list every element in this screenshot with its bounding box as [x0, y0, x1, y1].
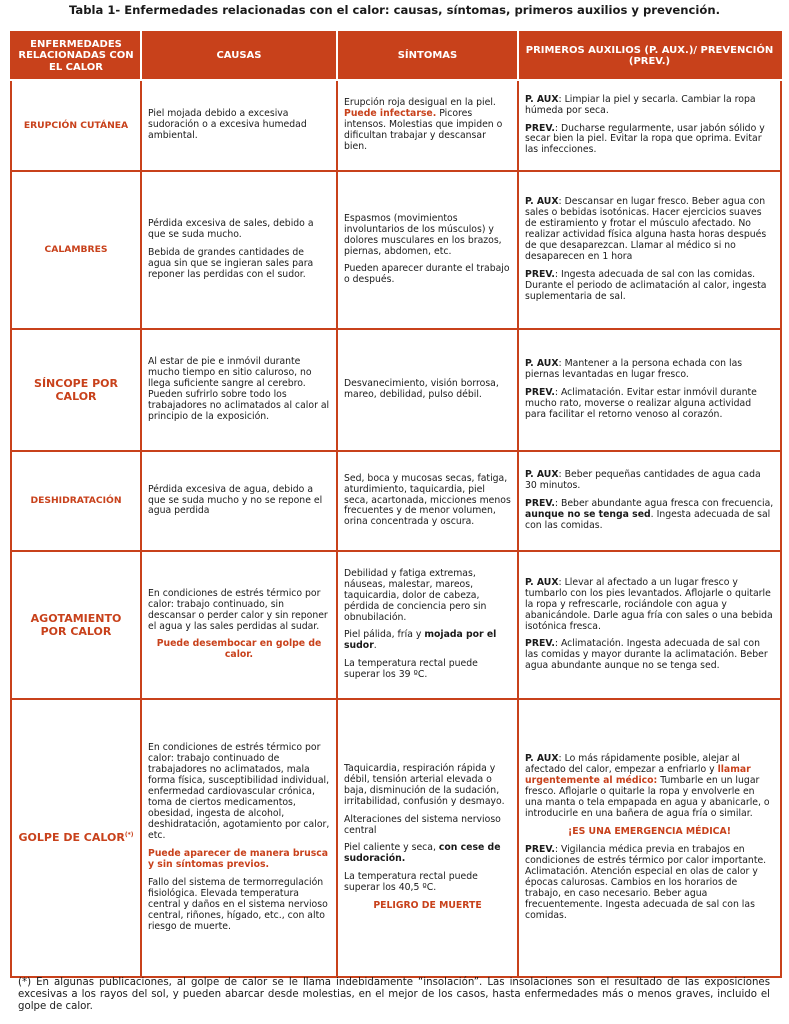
symptoms-text: Espasmos (movimientos involuntarios de los músculos) y dolores musculares en los brazos, piernas, abdomen, etc.: [344, 212, 502, 257]
prevention-text: [525, 270, 774, 303]
causes-text: Fallo del sistema de termorregulación fisiológica. Elevada temperatura central y daños en el sistema nervioso central, riñones, hígado, etc., con alto riesgo de muerte.: [148, 876, 328, 932]
symptoms-text: Pueden aparecer durante el trabajo o después.: [344, 263, 510, 286]
causes-cell: [141, 699, 337, 977]
danger-warning: PELIGRO DE MUERTE: [373, 900, 482, 912]
prevention-text: [525, 639, 774, 672]
prevention-label: PREV.: [525, 122, 555, 134]
prevention-label: PREV.: [525, 638, 555, 650]
disease-name: AGOTAMIENTO POR CALOR: [11, 551, 141, 699]
symptoms-cell: [337, 551, 518, 699]
first-aid-warning: llamar urgentemente al médico:: [525, 764, 751, 787]
prevention-label: PREV.: [525, 268, 555, 280]
first-aid-cell: [518, 329, 781, 451]
symptoms-text: [344, 98, 511, 153]
header-symptoms: SÍNTOMAS: [337, 32, 518, 80]
first-aid-label: P. AUX: [525, 469, 559, 481]
prevention-body: : Beber abundante agua fresca con frecuencia,: [554, 498, 774, 510]
causes-cell: [141, 451, 337, 551]
causes-text: Al estar de pie e inmóvil durante mucho tiempo en sitio caluroso, no llega suficiente sangre al cerebro.: [148, 356, 312, 390]
causes-text: Bebida de grandes cantidades de agua sin que se ingieran sales para reponer las perdidas con el sudor.: [148, 247, 314, 280]
prevention-body: . Ingesta adecuada de sal con las comidas.: [525, 508, 771, 531]
table-row: [11, 171, 781, 329]
table-caption: Tabla 1- Enfermedades relacionadas con el calor: causas, síntomas, primeros auxilios y prevención.: [68, 3, 721, 17]
footnote: (*) En algunas publicaciones, al golpe de calor se le llama indebidamente “insolación”. Las insolaciones son el resultado de las exposiciones excesivas a los rayos del sol, y pueden abarcar desde molestias, en el mejor de los casos, hasta enfermedades más o menos graves, incluido el golpe de calor.: [18, 977, 770, 1013]
first-aid-body: : Beber pequeñas cantidades de agua cada 30 minutos.: [525, 469, 761, 492]
first-aid-body: : Llevar al afectado a un lugar fresco y tumbarlo con los pies levantados. Aflojarle o quitarle la ropa y refrescarle, rociándole con agua y abanicándole. Darle agua fría con sales o una bebida isotónica fresca.: [525, 576, 773, 632]
first-aid-cell: [518, 451, 781, 551]
first-aid-text: [525, 470, 774, 492]
symptoms-text: La temperatura rectal puede superar los 39 ºC.: [344, 658, 478, 681]
symptoms-cell: [337, 80, 518, 171]
first-aid-label: P. AUX: [525, 753, 559, 765]
prevention-body: : Aclimatación. Evitar estar inmóvil durante mucho rato, moverse o realizar alguna actividad para facilitar el retorno venoso al corazón.: [525, 387, 757, 420]
disease-name: ERUPCIÓN CUTÁNEA: [11, 80, 141, 171]
first-aid-text: [525, 197, 774, 263]
causes-warning: Puede aparecer de manera brusca y sin síntomas previos.: [148, 847, 329, 870]
prevention-label: PREV.: [525, 844, 555, 855]
first-aid-label: P. AUX: [525, 93, 559, 105]
causes-cell: [141, 80, 337, 171]
causes-text: Pérdida excesiva de agua, debido a que se suda mucho y no se repone el agua perdida: [148, 483, 323, 517]
causes-cell: [141, 171, 337, 329]
first-aid-text: [525, 95, 774, 117]
disease-name: SÍNCOPE POR CALOR: [11, 329, 141, 451]
symptoms-text: Debilidad y fatiga extremas, náuseas, malestar, mareos, taquicardia, dolor de cabeza, pérdida de conciencia pero sin obnubilación.: [344, 567, 487, 623]
symptoms-part: Picores intensos. Molestias que impiden o dificultan trabajar y descansar bien.: [344, 108, 503, 152]
header-causes: CAUSAS: [141, 32, 337, 80]
symptoms-warning: Puede infectarse.: [344, 108, 437, 120]
symptoms-cell: [337, 171, 518, 329]
symptoms-cell: [337, 699, 518, 977]
first-aid-cell: [518, 80, 781, 171]
symptoms-emphasis: con cese de sudoración.: [344, 842, 501, 865]
symptoms-text: La temperatura rectal puede superar los 40,5 ºC.: [344, 871, 478, 894]
first-aid-body: : Mantener a la persona echada con las piernas levantadas en lugar fresco.: [525, 358, 743, 381]
first-aid-label: P. AUX: [525, 196, 559, 208]
causes-text: Piel mojada debido a excesiva sudoración o a excesiva humedad ambiental.: [148, 108, 307, 141]
table-row: [11, 551, 781, 699]
prevention-text: [525, 388, 774, 421]
first-aid-label: P. AUX: [525, 576, 559, 588]
first-aid-body: Tumbarle en un lugar fresco. Aflojarle o quitarle la ropa y envolverle en una manta o tela empapada en agua y abanicarle, o introducirle en una bañera de agua fría o similar.: [525, 775, 770, 820]
prevention-body: : Vigilancia médica previa en trabajos en condiciones de estrés térmico por calor importante. Aclimatación. Atención especial en olas de calor y épocas calurosas. Cambios en los horarios de trabajo, en caso necesario. Beber agua frecuentemente. Ingesta adecuada de sal con las comidas.: [525, 844, 767, 921]
symptoms-part: Erupción roja desigual en la piel.: [344, 97, 496, 109]
causes-warning: Puede desembocar en golpe de calor.: [156, 638, 322, 661]
emergency-warning: ¡ES UNA EMERGENCIA MÉDICA!: [568, 826, 731, 838]
disease-name: [11, 699, 141, 977]
first-aid-text: [525, 578, 774, 633]
table-row: [11, 80, 781, 171]
table-row: [11, 699, 781, 977]
first-aid-body: : Limpiar la piel y secarla. Cambiar la ropa húmeda por seca.: [525, 93, 756, 116]
header-row: [11, 32, 781, 80]
heat-illness-table: [10, 31, 782, 978]
disease-name: CALAMBRES: [11, 171, 141, 329]
symptoms-text: Sed, boca y mucosas secas, fatiga, aturdimiento, taquicardia, piel seca, acartonada, micciones menos frecuentes y de menor volumen, orina concentrada y oscura.: [344, 472, 511, 528]
symptoms-text: Alteraciones del sistema nervioso central: [344, 813, 501, 836]
symptoms-text: Desvanecimiento, visión borrosa, mareo, debilidad, pulso débil.: [344, 378, 499, 400]
causes-cell: [141, 551, 337, 699]
first-aid-cell: [518, 171, 781, 329]
first-aid-text: [525, 359, 774, 381]
symptoms-text: Taquicardia, respiración rápida y débil, tensión arterial elevada o baja, disminución de la sudación, irritabilidad, confusión y desmayo.: [344, 762, 505, 807]
prevention-label: PREV.: [525, 387, 555, 399]
first-aid-text: [525, 754, 774, 820]
prevention-label: PREV.: [525, 498, 555, 510]
first-aid-body: : Lo más rápidamente posible, alejar al afectado del calor, empezar a enfriarlo y: [525, 753, 740, 776]
table-row: [11, 451, 781, 551]
prevention-text: [525, 499, 774, 532]
prevention-body: : Aclimatación. Ingesta adecuada de sal con las comidas y mayor durante la aclimatación. Beber agua abundante aunque no se tenga sed.: [525, 638, 768, 672]
causes-text: Pueden sufrirlo sobre todo los trabajadores no aclimatados al calor al principio de la exposición.: [148, 389, 330, 422]
disease-name: DESHIDRATACIÓN: [11, 451, 141, 551]
first-aid-body: : Descansar en lugar fresco. Beber agua con sales o bebidas isotónicas. Hacer ejercicios suaves de estiramiento y frotar el músculo afectado. No realizar actividad física alguna hasta horas después de que desaparezcan. Llamar al médico si no desaparecen en 1 hora: [525, 196, 767, 262]
first-aid-label: P. AUX: [525, 358, 559, 370]
header-first-aid-prevention: PRIMEROS AUXILIOS (P. AUX.)/ PREVENCIÓN (PREV.): [518, 32, 781, 80]
symptoms-part: Piel caliente y seca,: [344, 842, 439, 854]
symptoms-text: [344, 630, 511, 652]
header-diseases: ENFERMEDADES RELACIONADAS CON EL CALOR: [11, 32, 141, 80]
footnote-marker: (*): [124, 831, 134, 839]
causes-text: Pérdida excesiva de sales, debido a que se suda mucho.: [148, 218, 314, 241]
symptoms-part: Piel pálida, fría y: [344, 629, 425, 641]
causes-cell: [141, 329, 337, 451]
table-row: [11, 329, 781, 451]
first-aid-cell: [518, 699, 781, 977]
prevention-body: : Ducharse regularmente, usar jabón sólido y secar bien la piel. Evitar la ropa que oprima. Evitar las infecciones.: [525, 122, 765, 156]
symptoms-cell: [337, 451, 518, 551]
symptoms-text: [344, 843, 511, 865]
disease-label: GOLPE DE CALOR: [18, 831, 125, 845]
symptoms-emphasis: mojada por el sudor: [344, 629, 497, 652]
symptoms-part: .: [373, 640, 377, 652]
first-aid-cell: [518, 551, 781, 699]
causes-text: En condiciones de estrés térmico por calor: trabajo continuado, sin descansar o perder calor y sin reponer el agua y las sales perdidas al sudar.: [148, 587, 328, 632]
prevention-emphasis: aunque no se tenga sed: [525, 508, 651, 520]
prevention-text: [525, 845, 774, 922]
symptoms-cell: [337, 329, 518, 451]
prevention-body: : Ingesta adecuada de sal con las comidas. Durante el periodo de aclimatación al calor, ingesta suplementaria de sal.: [525, 268, 767, 302]
causes-text: En condiciones de estrés térmico por calor: trabajo continuado de trabajadores no aclimatados, mala forma física, susceptibilidad individual, enfermedad cardiovascular crónica, toma de ciertos medicamentos, obesidad, ingesta de alcohol, deshidratación, agotamiento por calor, etc.: [148, 742, 330, 841]
prevention-text: [525, 124, 774, 157]
